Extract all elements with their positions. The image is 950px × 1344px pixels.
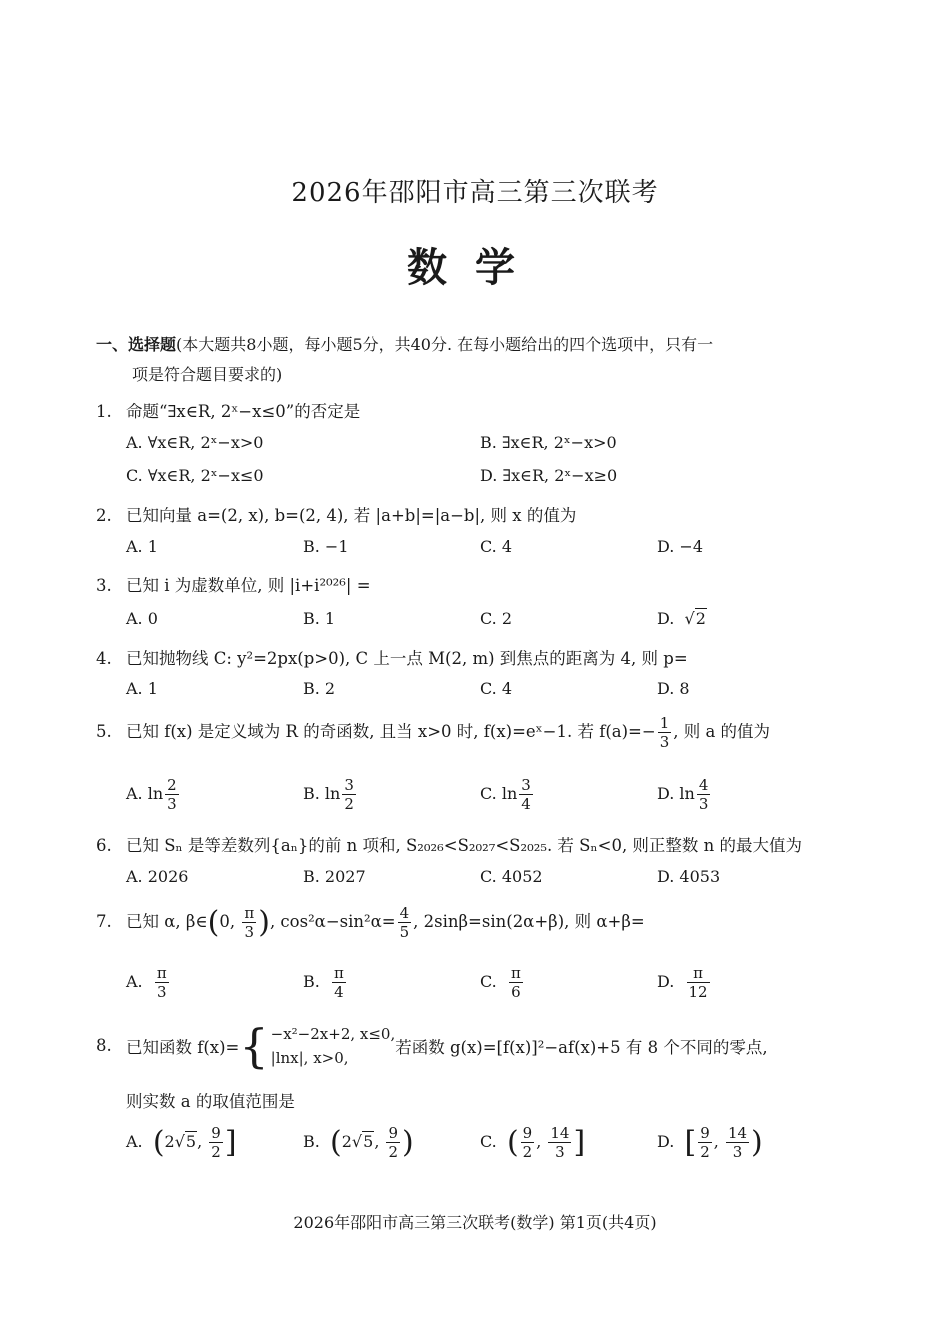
fraction: $\frac{9}{2}$ [211,1124,221,1161]
option-c: C. 4052 [480,867,543,886]
fraction: $\frac{2}{3}$ [167,776,177,813]
fraction: $\frac{\pi}{4}$ [334,964,344,1001]
question-stem-end: , 则 a 的值为 [673,722,771,741]
fraction: $\frac{\pi}{6}$ [510,964,521,1001]
question-number: 7. [96,912,112,931]
question-number: 5. [96,722,112,741]
fraction: $\frac{14}{3}$ [550,1124,570,1161]
question-number: 6. [96,836,112,855]
option-d: D. ln $\frac{4}{3}$ [657,776,709,813]
option-c: C. 4 [480,537,513,556]
question-number: 3. [96,576,112,595]
fraction: $\frac{9}{2}$ [388,1124,399,1161]
exam-title: 2026年邵阳市高三第三次联考 [291,178,659,208]
option-b: B. $\frac{\pi}{4}$ [303,964,344,1001]
fraction: $\frac{4}{5}$ [399,904,410,941]
option-b: B. (2√5, $\frac{9}{2}$ ) [303,1124,414,1161]
fraction: $\frac{\pi}{3}$ [156,964,167,1001]
question-stem: 已知函数 f(x)= [126,1038,240,1057]
question-stem: 已知 f(x) 是定义域为 R 的奇函数, 且当 x>0 时, f(x)=eˣ−1. 若 f(a)=− [126,722,656,741]
question-1 [96,398,360,422]
option-c: C. ln $\frac{3}{4}$ [480,776,531,813]
option-d: D. ∃x∈R, 2ˣ−x≥0 [480,466,618,485]
section-instructions [96,330,866,390]
fraction: $\frac{1}{3}$ [659,714,670,751]
option-b: B. 2 [303,679,336,698]
option-b: B. 2027 [303,867,366,886]
option-b: B. 1 [303,609,336,628]
fraction: $\frac{3}{2}$ [344,776,354,813]
page-footer: 2026年邵阳市高三第三次联考(数学) 第1页(共4页) [293,1213,657,1232]
question-2 [96,502,576,526]
section-instruction-1: (本大题共8小题，每小题5分，共40分. 在每小题给出的四个选项中，只有一 [176,335,714,354]
option-a: A. 1 [126,537,158,556]
question-4 [96,645,688,669]
question-8: 8. 已知函数 f(x)={ −x²−2x+2, x≤0, |lnx|, x>0, 若函数 g(x)=[f(x)]²−af(x)+5 有 8 个不同的零点, [96,1019,768,1073]
option-d: D. $\frac{\pi}{12}$ [657,964,708,1001]
option-d: D. √2 [657,609,706,628]
question-stem: 已知 Sₙ 是等差数列{aₙ}的前 n 项和, S₂₀₂₆<S₂₀₂₇<S₂₀₂₅. 若 Sₙ<0, 则正整数 n 的最大值为 [126,836,803,855]
option-c: C. $\frac{\pi}{6}$ [480,964,521,1001]
option-b: B. −1 [303,537,349,556]
option-a: A. $\frac{\pi}{3}$ [126,964,167,1001]
fraction: $\frac{\pi}{12}$ [688,964,708,1001]
option-a: A. ∀x∈R, 2ˣ−x>0 [126,433,264,452]
option-d: D. 4053 [657,867,721,886]
question-stem: 命题“∃x∈R, 2ˣ−x≤0”的否定是 [126,402,361,421]
question-3 [96,572,371,596]
fraction: $\frac{14}{3}$ [727,1124,748,1161]
fraction: $\frac{3}{4}$ [521,776,531,813]
fraction: $\frac{4}{3}$ [698,776,709,813]
question-number: 4. [96,649,112,668]
question-6 [96,832,802,856]
option-a: A. 0 [126,609,158,628]
option-c: C. 4 [480,679,513,698]
question-8-continuation: 则实数 a 的取值范围是 [126,1092,295,1111]
fraction: $\frac{9}{2}$ [700,1124,710,1161]
question-number: 8. [96,1035,112,1055]
question-5 [96,714,770,751]
subject-title: 数学 [407,244,543,291]
radicand: 2 [695,609,706,628]
option-c: C. 2 [480,609,513,628]
question-7: 7. 已知 α, β∈(0, $\frac{\pi}{3}$ ), cos²α−sin²α= $\frac{4}{5}$ , 2sinβ=sin(2α+β), 则 α+β= [96,904,645,941]
section-heading: 一、选择题 [96,335,177,354]
question-number: 2. [96,506,112,525]
question-stem: 已知向量 a=(2, x), b=(2, 4), 若 |a+b|=|a−b|, 则 x 的值为 [126,506,577,525]
question-stem: 已知抛物线 C: y²=2px(p>0), C 上一点 M(2, m) 到焦点的距离为 4, 则 p= [126,649,688,668]
option-a: A. 2026 [126,867,189,886]
option-d: D. −4 [657,537,704,556]
piecewise-definition: −x²−2x+2, x≤0, |lnx|, x>0, [270,1025,396,1067]
option-c: C. ∀x∈R, 2ˣ−x≤0 [126,466,264,485]
question-stem: 已知 α, β∈ [126,912,208,931]
question-stem: 已知 i 为虚数单位, 则 |i+i²⁰²⁶| = [126,576,371,595]
option-b: B. ∃x∈R, 2ˣ−x>0 [480,433,617,452]
option-a: A. ln $\frac{2}{3}$ [126,776,177,813]
fraction: $\frac{\pi}{3}$ [244,904,255,941]
option-b: B. ln $\frac{3}{2}$ [303,776,354,813]
option-d: D. [ $\frac{9}{2}$ , $\frac{14}{3}$ ) [657,1124,763,1161]
option-a: A. 1 [126,679,158,698]
fraction: $\frac{9}{2}$ [522,1124,533,1161]
option-a: A. (2√5, $\frac{9}{2}$ ] [126,1124,237,1161]
option-c: C. ( $\frac{9}{2}$ , $\frac{14}{3}$ ] [480,1124,586,1161]
section-instruction-2: 项是符合题目要求的) [132,365,283,384]
option-d: D. 8 [657,679,690,698]
question-number: 1. [96,402,112,421]
